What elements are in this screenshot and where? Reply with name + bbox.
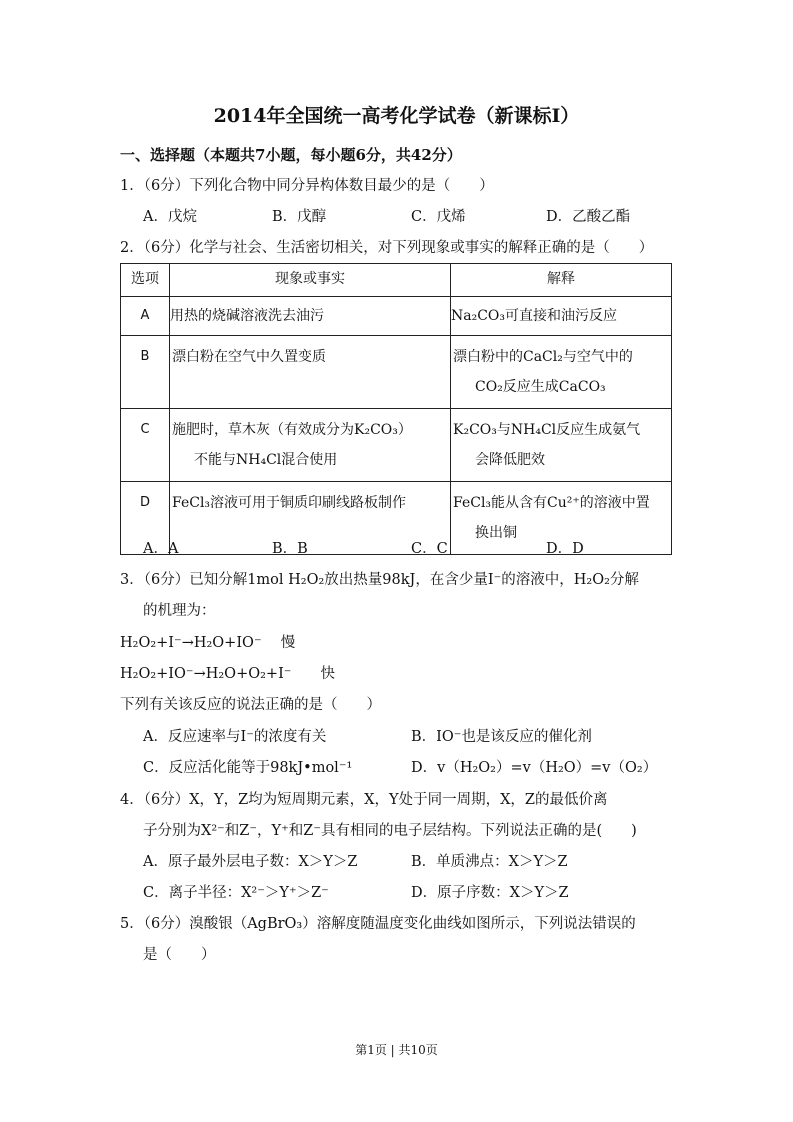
q2-option-a: A．A [143,541,179,557]
cell-line: 不能与NH₄Cl混合使用 [194,452,338,468]
q4-stem: 4．（6分）X，Y，Z均为短周期元素，X，Y处于同一周期，X，Z的最低价离 [120,792,608,808]
table-cell: Na₂CO₃可直接和油污反应 [451,297,672,336]
q2-stem: 2．（6分）化学与社会、生活密切相关，对下列现象或事实的解释正确的是（ ） [120,240,654,256]
table-cell [451,409,672,482]
table-cell: FeCl₃溶液可用于铜质印刷线路板制作 [170,482,451,555]
q1-stem: 1．（6分）下列化合物中同分异构体数目最少的是（ ） [120,178,494,194]
q2-table [120,263,672,555]
q3-equation-2: H₂O₂+IO⁻→H₂O+O₂+I⁻ 快 [120,666,335,682]
cell-line: 施肥时，草木灰（有效成分为K₂CO₃） [172,422,412,438]
q3-stem-cont: 的机理为： [143,603,216,619]
table-cell: C [121,409,170,482]
table-header: 解释 [451,264,672,297]
table-cell: 用热的烧碱溶液洗去油污 [170,297,451,336]
table-cell: D [121,482,170,555]
q1-option-c: C．戊烯 [411,209,466,225]
cell-line: 漂白粉中的CaCl₂与空气中的 [453,349,633,365]
q3-option-a: A．反应速率与I⁻的浓度有关 [143,729,327,745]
table-cell: A [121,297,170,336]
q1-option-b: B．戊醇 [272,209,327,225]
table-header: 现象或事实 [170,264,451,297]
q4-option-b: B．单质沸点：X＞Y＞Z [411,854,568,870]
cell-line: K₂CO₃与NH₄Cl反应生成氨气 [453,422,641,438]
q2-option-c: C．C [411,541,448,557]
q3-stem: 3．（6分）已知分解1mol H₂O₂放出热量98kJ，在含少量I⁻的溶液中，H₂O₂分解 [120,572,639,588]
cell-line: CO₂反应生成CaCO₃ [475,379,606,395]
page-footer: 第1页 | 共10页 [355,1043,438,1057]
table-cell: B [121,336,170,409]
q3-equation-1: H₂O₂+I⁻→H₂O+IO⁻ 慢 [120,635,296,651]
q5-stem: 5．（6分）溴酸银（AgBrO₃）溶解度随温度变化曲线如图所示，下列说法错误的 [120,916,636,932]
q5-stem-cont: 是（ ） [143,947,216,963]
q3-option-c: C．反应活化能等于98kJ•mol⁻¹ [143,760,353,776]
q3-option-d: D．v（H₂O₂）=v（H₂O）=v（O₂） [411,760,658,776]
q3-question: 下列有关该反应的说法正确的是（ ） [120,697,381,713]
table-header: 选项 [121,264,170,297]
q2-option-d: D．D [546,541,584,557]
q4-option-a: A．原子最外层电子数：X＞Y＞Z [143,854,358,870]
q4-stem-cont: 子分别为X²⁻和Z⁻，Y⁺和Z⁻具有相同的电子层结构。下列说法正确的是( ) [143,823,637,839]
cell-line: 会降低肥效 [475,452,545,468]
cell-line: 换出铜 [475,525,517,541]
q1-option-d: D．乙酸乙酯 [546,209,631,225]
q3-option-b: B．IO⁻也是该反应的催化剂 [411,729,592,745]
q4-option-c: C．离子半径：X²⁻＞Y⁺＞Z⁻ [143,885,329,901]
page-title: 2014年全国统一高考化学试卷（新课标I） [213,105,580,127]
section-heading: 一、选择题（本题共7小题，每小题6分，共42分） [120,146,462,164]
table-cell: 漂白粉在空气中久置变质 [170,336,451,409]
table-cell [170,409,451,482]
q1-option-a: A．戊烷 [143,209,197,225]
table-cell [451,336,672,409]
cell-line: FeCl₃能从含有Cu²⁺的溶液中置 [453,495,650,511]
q4-option-d: D．原子序数：X＞Y＞Z [411,885,569,901]
q2-option-b: B．B [272,541,308,557]
